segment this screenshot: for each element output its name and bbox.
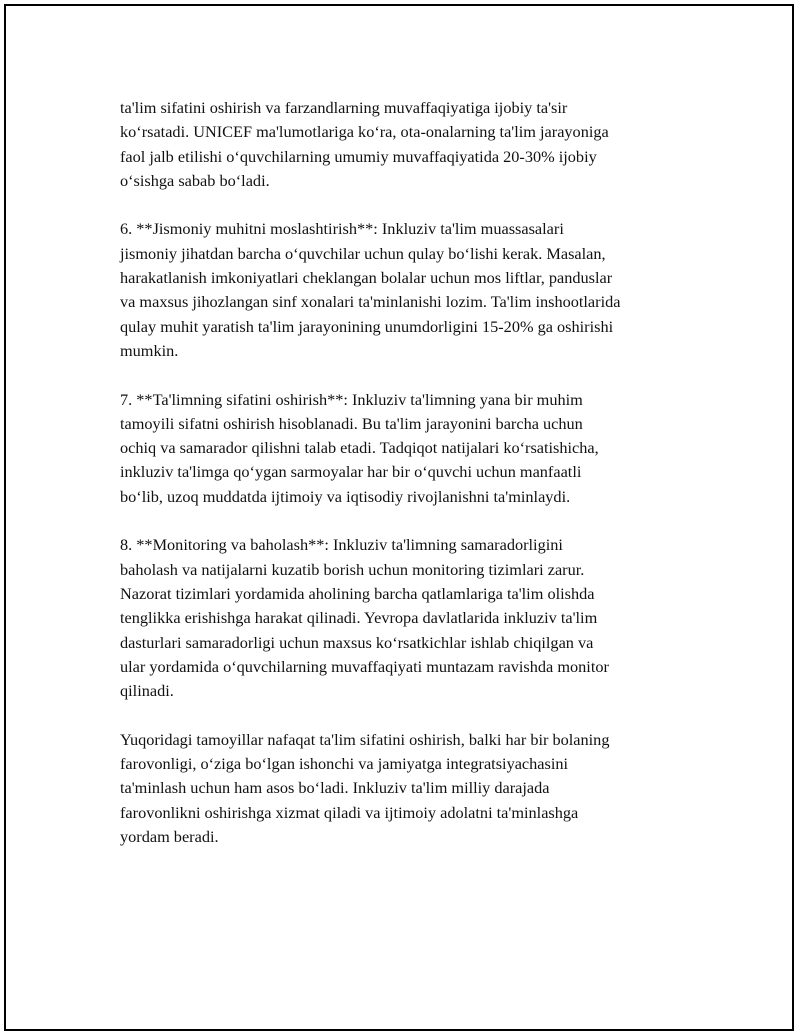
text-line: ular yordamida oʻquvchilarning muvaffaqiyati muntazam ravishda monitor (120, 656, 609, 676)
text-line: Yuqoridagi tamoyillar nafaqat ta'lim sifatini oshirish, balki har bir bolaning (120, 729, 610, 749)
text-line: 7. **Ta'limning sifatini oshirish**: Inkluziv ta'limning yana bir muhim (120, 389, 583, 409)
text-line: farovonligi, oʻziga boʻlgan ishonchi va jamiyatga integratsiyachasini (120, 754, 569, 774)
paragraph-education-quality (120, 388, 700, 509)
text-line: ta'minlash uchun ham asos boʻladi. Inkluziv ta'lim milliy darajada (120, 778, 550, 798)
text-line: 8. **Monitoring va baholash**: Inkluziv ta'limning samaradorligini (120, 535, 563, 555)
text-line: mumkin. (120, 340, 179, 360)
text-line: Nazorat tizimlari yordamida aholining barcha qatlamlariga ta'lim olishda (120, 583, 595, 603)
paragraph-continuation (120, 96, 700, 193)
paragraph-physical-environment (120, 217, 700, 363)
page-frame (4, 4, 794, 1031)
text-line: dasturlari samaradorligi uchun maxsus koʻrsatkichlar ishlab chiqilgan va (120, 632, 594, 652)
text-line: ta'lim sifatini oshirish va farzandlarning muvaffaqiyatiga ijobiy ta'sir (120, 98, 568, 117)
text-line: boʻlib, uzoq muddatda ijtimoiy va iqtisodiy rivojlanishni ta'minlaydi. (120, 486, 571, 506)
text-line: yordam beradi. (120, 826, 219, 846)
text-line: harakatlanish imkoniyatlari cheklangan bolalar uchun mos liftlar, panduslar (120, 268, 613, 288)
text-line: tenglikka erishishga harakat qilinadi. Yevropa davlatlarida inkluziv ta'lim (120, 608, 598, 628)
text-line: koʻrsatadi. UNICEF ma'lumotlariga koʻra, ota-onalarning ta'lim jarayoniga (120, 122, 609, 142)
text-line: farovonlikni oshirishga xizmat qiladi va ijtimoiy adolatni ta'minlashga (120, 802, 579, 822)
text-line: ochiq va samarador qilishni talab etadi. Tadqiqot natijalari koʻrsatishicha, (120, 438, 599, 458)
text-line: va maxsus jihozlangan sinf xonalari ta'minlanishi lozim. Ta'lim inshootlarida (120, 292, 621, 312)
text-line: tamoyili sifatni oshirish hisoblanadi. Bu ta'lim jarayonini barcha uchun (120, 413, 583, 433)
text-line: inkluziv ta'limga qoʻygan sarmoyalar har bir oʻquvchi uchun manfaatli (120, 462, 582, 482)
text-line: jismoniy jihatdan barcha oʻquvchilar uchun qulay boʻlishi kerak. Masalan, (120, 243, 606, 263)
paragraph-conclusion (120, 728, 700, 849)
document-body (120, 96, 700, 874)
paragraph-monitoring (120, 533, 700, 703)
text-line: qulay muhit yaratish ta'lim jarayonining unumdorligini 15-20% ga oshirishi (120, 316, 614, 336)
text-line: baholash va natijalarni kuzatib borish uchun monitoring tizimlari zarur. (120, 559, 585, 579)
text-line: faol jalb etilishi oʻquvchilarning umumiy muvaffaqiyatida 20-30% ijobiy (120, 146, 597, 166)
text-line: qilinadi. (120, 681, 174, 701)
text-line: oʻsishga sabab boʻladi. (120, 170, 270, 190)
text-line: 6. **Jismoniy muhitni moslashtirish**: Inkluziv ta'lim muassasalari (120, 219, 564, 239)
